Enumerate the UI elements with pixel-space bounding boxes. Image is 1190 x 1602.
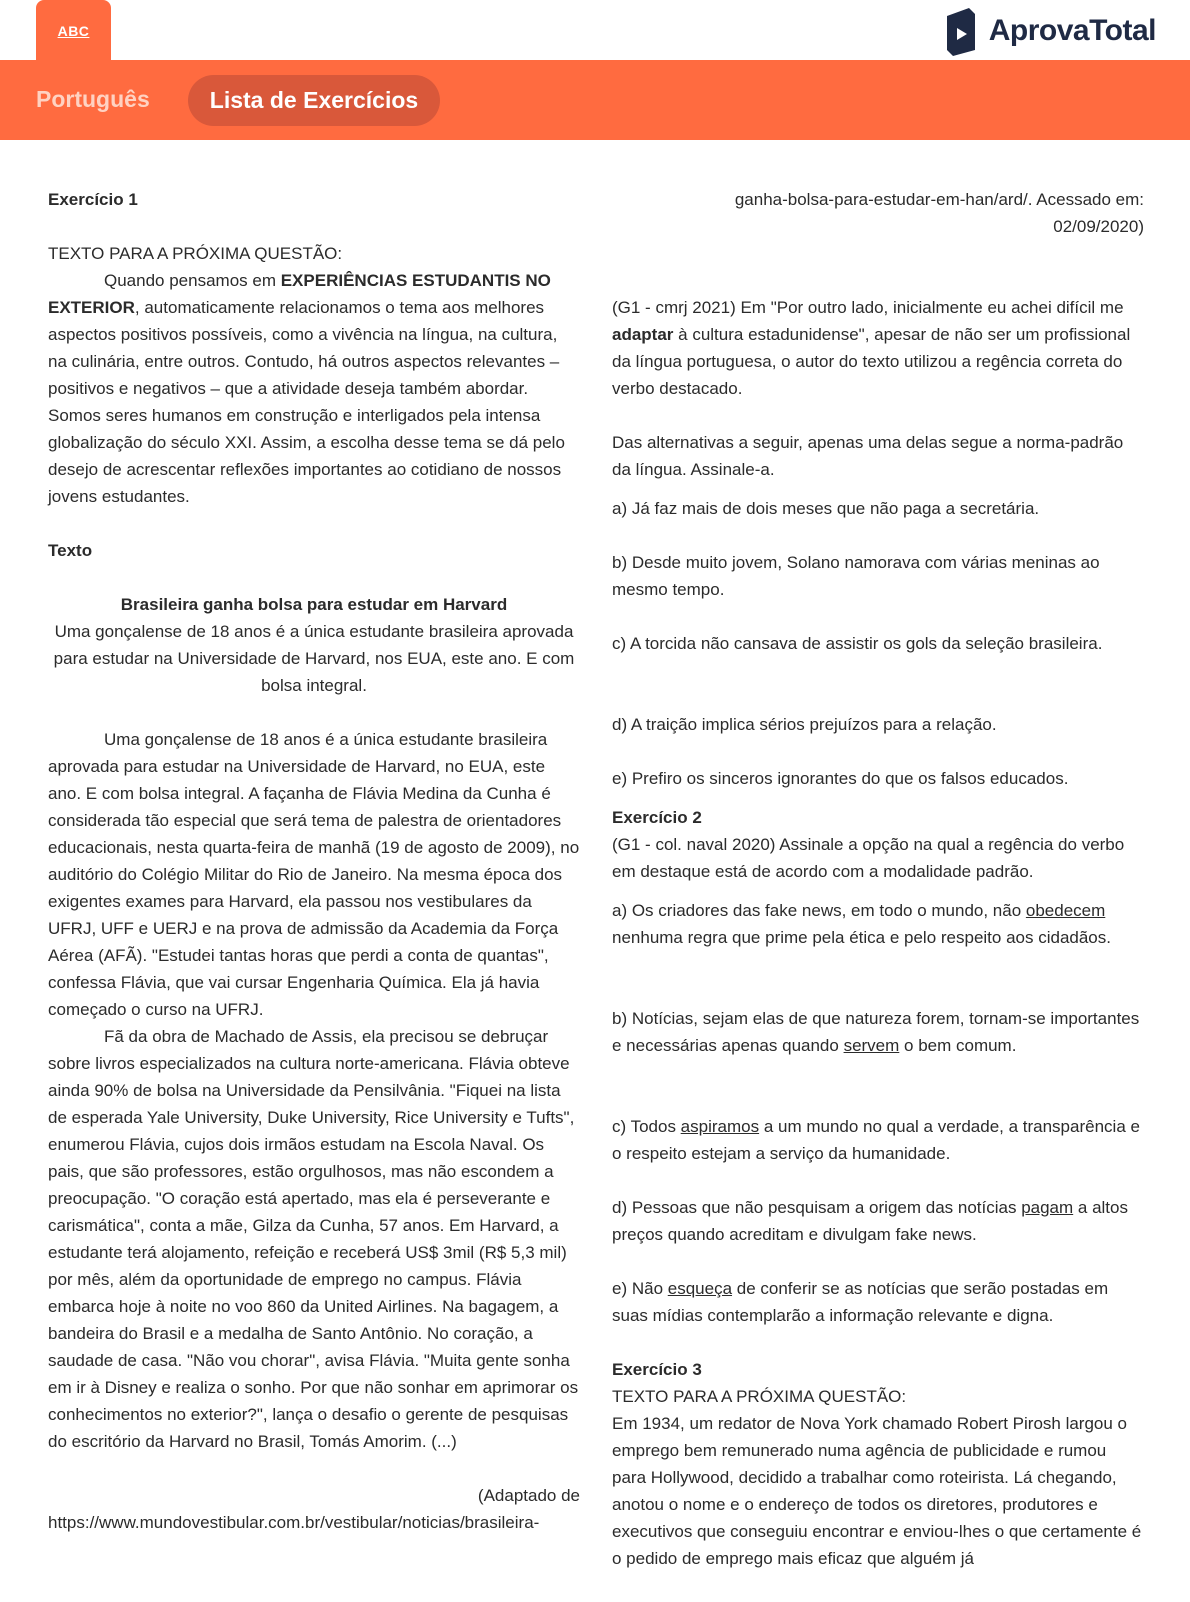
article-paragraph-2: Fã da obra de Machado de Assis, ela precisou se debruçar sobre livros especializados na cultura norte-americana. Flávia obteve ainda 90% de bolsa na Universidade da Pensilvânia. "Fiquei na lista de esperada Yale University, Duke University, Rice University e Tufts", enumerou Flávia, cujos dois irmãos estudam na Escola Naval. Os pais, que são professores, estão orgulhosos, mas não escondem a preocupação. "O coração está apertado, mas ela é perseverante e carismática", conta a mãe, Gilza da Cunha, 57 anos. Em Harvard, a estudante terá alojamento, refeição e receberá US$ 3mil (R$ 5,3 mil) por mês, além da oportunidade de emprego no campus. Flávia embarca hoje à noite no voo 860 da United Airlines. Na bagagem, a bandeira do Brasil e a medalha de Santo Antônio. No coração, a saudade de casa. "Não vou chorar", avisa Flávia. "Muita gente sonha em ir à Disney e realiza o sonho. Por que não sonhar em aprimorar os conhecimentos no exterior?", lança o desafio o gerente de pesquisas do escritório da Harvard no Brasil, Tomás Amorim. (...): [48, 1027, 579, 1451]
abc-icon: ABC: [57, 23, 90, 39]
source-line-3: ganha-bolsa-para-estudar-em-han/ard/. Acessado em:: [734, 190, 1144, 209]
q1-option-a[interactable]: a) Já faz mais de dois meses que não paga a secretária.: [612, 499, 1040, 518]
exercise-2-title: Exercício 2: [612, 808, 702, 827]
q2-option-d[interactable]: d) Pessoas que não pesquisam a origem das notícias pagam a altos preços quando acreditam e divulgam fake news.: [612, 1198, 1128, 1244]
q2-option-b[interactable]: b) Notícias, sejam elas de que natureza forem, tornam-se importantes e necessárias apenas quando servem o bem comum.: [612, 1009, 1140, 1055]
exercise-3-text: Em 1934, um redator de Nova York chamado Robert Pirosh largou o emprego bem remunerado numa agência de publicidade e rumou para Hollywood, decidido a trabalhar como roteirista. Lá chegando, anotou o nome e o endereço de todos os diretores, produtores e executivos que conseguiu encontrar e enviou-lhes o que certamente é o pedido de emprego mais eficaz que alguém já: [612, 1414, 1142, 1568]
source-line-1: (Adaptado de: [477, 1486, 580, 1505]
q2-option-a[interactable]: a) Os criadores das fake news, em todo o mundo, não obedecem nenhuma regra que prime pela ética e pelo respeito aos cidadãos.: [612, 901, 1111, 947]
question-2-stem: (G1 - col. naval 2020) Assinale a opção na qual a regência do verbo em destaque está de acordo com a modalidade padrão.: [612, 835, 1125, 881]
article-subtitle: Uma gonçalense de 18 anos é a única estudante brasileira aprovada para estudar na Universidade de Harvard, nos EUA, este ano. E com bolsa integral.: [53, 622, 575, 695]
source-line-4: 02/09/2020): [1053, 217, 1144, 236]
q1-option-d[interactable]: d) A traição implica sérios prejuízos para a relação.: [612, 715, 997, 734]
q2-option-e[interactable]: e) Não esqueça de conferir se as notícias que serão postadas em suas mídias contemplarão a informação relevante e digna.: [612, 1279, 1109, 1325]
section-pill[interactable]: [188, 75, 440, 126]
left-column: [48, 186, 580, 1536]
question-1-stem: (G1 - cmrj 2021) Em "Por outro lado, inicialmente eu achei difícil me adaptar à cultura estadunidense", apesar de não ser um profissional da língua portuguesa, o autor do texto utilizou a regência correta do verbo destacado.: [612, 298, 1131, 398]
texto-label: Texto: [48, 541, 93, 560]
q1-option-b[interactable]: b) Desde muito jovem, Solano namorava com várias meninas ao mesmo tempo.: [612, 553, 1100, 599]
subject-tab[interactable]: [36, 0, 111, 62]
q1-option-e[interactable]: e) Prefiro os sinceros ignorantes do que os falsos educados.: [612, 769, 1069, 788]
right-column: [612, 186, 1144, 1572]
source-line-2: https://www.mundovestibular.com.br/vestibular/noticias/brasileira-: [48, 1513, 540, 1532]
article-paragraph-1: Uma gonçalense de 18 anos é a única estudante brasileira aprovada para estudar na Universidade de Harvard, no EUA, este ano. E com bolsa integral. A façanha de Flávia Medina da Cunha é considerada tão especial que será tema de palestra de orientadores educacionais, nesta quarta-feira de manhã (19 de agosto de 2009), no auditório do Colégio Militar do Rio de Janeiro. Na mesma época dos exigentes exames para Harvard, ela passou nos vestibulares da UFRJ, UFF e UERJ e na prova de admissão da Academia da Força Aérea (AFÃ). "Estudei tantas horas que perdi a conta de quantas", confessa Flávia, que vai cursar Engenharia Química. Ela já havia começado o curso na UFRJ.: [48, 730, 580, 1019]
intro-paragraph: Quando pensamos em EXPERIÊNCIAS ESTUDANTIS NO EXTERIOR, automaticamente relacionamos o tema aos melhores aspectos positivos possíveis, como a vivência na língua, na cultura, na culinária, entre outros. Contudo, há outros aspectos relevantes – positivos e negativos – que a atividade deseja também abordar. Somos seres humanos em construção e interligados pela intensa globalização do século XXI. Assim, a escolha desse tema se dá pelo desejo de acrescentar reflexões importantes ao cotidiano de nossos jovens estudantes.: [48, 271, 565, 506]
question-1-instruction: Das alternativas a seguir, apenas uma delas segue a norma-padrão da língua. Assinale-a.: [612, 433, 1124, 479]
text-intro: TEXTO PARA A PRÓXIMA QUESTÃO:: [48, 244, 343, 263]
intro-bold: EXPERIÊNCIAS ESTUDANTIS NO EXTERIOR: [48, 271, 551, 317]
exercise-3-intro: TEXTO PARA A PRÓXIMA QUESTÃO:: [612, 1387, 907, 1406]
brand-logo-icon: [943, 6, 979, 56]
section-label: Lista de Exercícios: [209, 87, 419, 113]
brand-logo: [943, 4, 1156, 58]
subject-label: Português: [36, 86, 150, 112]
brand-name: AprovaTotal: [988, 14, 1156, 47]
q1-option-c[interactable]: c) A torcida não cansava de assistir os gols da seleção brasileira.: [612, 634, 1103, 653]
q2-option-c[interactable]: c) Todos aspiramos a um mundo no qual a verdade, a transparência e o respeito estejam a serviço da humanidade.: [612, 1117, 1140, 1163]
article-title: Brasileira ganha bolsa para estudar em Harvard: [120, 595, 508, 614]
header-band: [0, 60, 1190, 140]
exercise-3-title: Exercício 3: [612, 1360, 702, 1379]
exercise-1-title: Exercício 1: [48, 190, 138, 209]
q1-highlight: adaptar: [612, 325, 674, 344]
